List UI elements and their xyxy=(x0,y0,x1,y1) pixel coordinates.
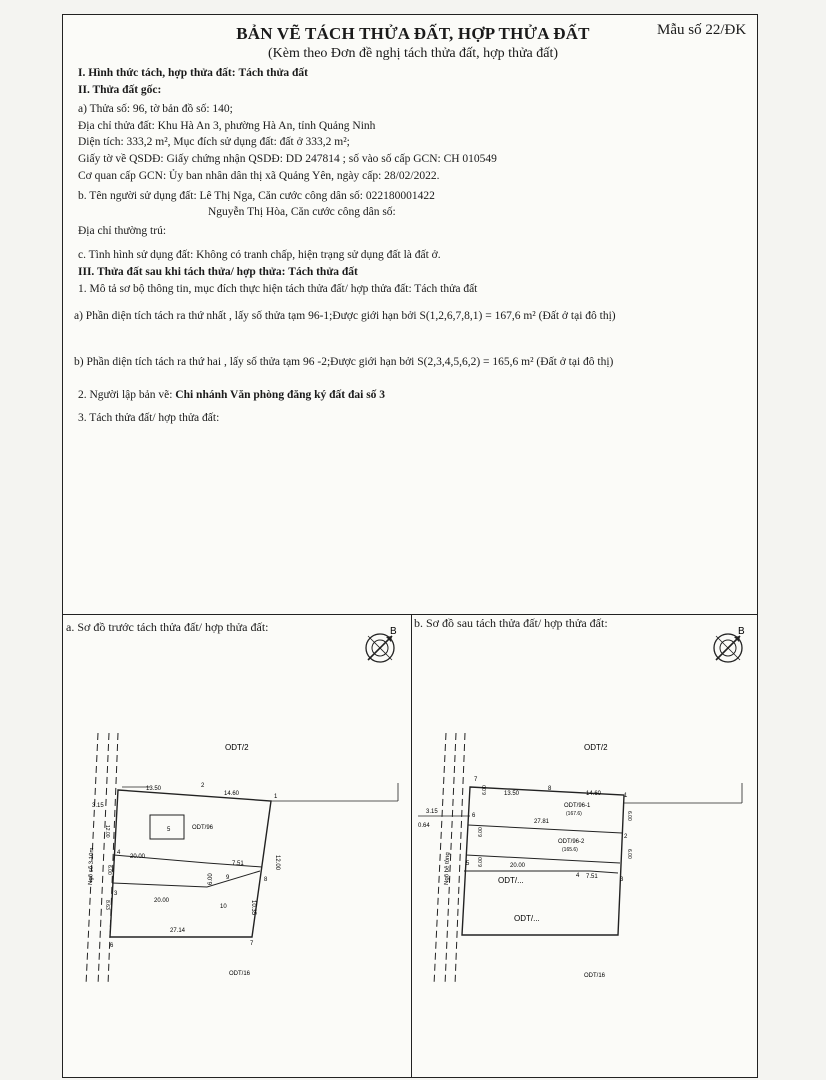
parcel-2-area: (165.6) xyxy=(562,847,578,853)
drawer-value: Chi nhánh Văn phòng đăng ký đất đai số 3 xyxy=(175,389,386,401)
point-label: 8 xyxy=(264,877,268,883)
certificate-info: Giấy tờ về QSDĐ: Giấy chứng nhận QSDĐ: DD 247814 ; số vào số cấp GCN: CH 010549 xyxy=(78,153,497,165)
document-subtitle: (Kèm theo Đơn đề nghị tách thửa đất, hợp thửa đất) xyxy=(267,46,559,61)
point-label: 6 xyxy=(472,813,476,819)
neighbor-label-2: ODT/... xyxy=(514,914,540,923)
dim: 27.81 xyxy=(534,819,550,825)
section-3-1: 1. Mô tả sơ bộ thông tin, mục đích thực hiện tách thửa đất/ hợp thửa đất: Tách thửa đất xyxy=(78,283,478,295)
dim: 10.35 xyxy=(250,900,256,916)
bottom-neighbor-label: ODT/16 xyxy=(584,973,606,979)
dim: 6.00 xyxy=(626,849,632,859)
dim: 20.00 xyxy=(510,863,526,869)
dim: 13.50 xyxy=(146,786,162,792)
dim: 8.63 xyxy=(104,900,110,910)
compass-label: B xyxy=(390,626,397,637)
dim: 12.00 xyxy=(274,855,280,871)
dim: 14.60 xyxy=(224,791,240,797)
owner-line-1 xyxy=(78,190,435,202)
part-a: a) Phần diện tích tách ra thứ nhất , lấy số thửa tạm 96-1;Được giới hạn bởi S(1,2,6,7,8,1) = 167,6 m² (Đất ở tại đô thị) xyxy=(74,310,616,322)
parcel-area: Diện tích: 333,2 m², Mục đích sử dụng đất: đất ở 333,2 m²; xyxy=(78,136,350,148)
diagram-before xyxy=(62,615,411,1075)
dim: 7.51 xyxy=(232,861,244,867)
point-label: 5 xyxy=(466,861,470,867)
point-label: 7 xyxy=(250,941,254,947)
section-3-value: Tách thửa đất xyxy=(288,266,358,278)
owner-1: Lê Thị Nga, Căn cước công dân số: 022180001422 xyxy=(199,190,435,202)
neighbor-label-1: ODT/... xyxy=(498,876,524,885)
parcel-label: ODT/96 xyxy=(192,825,214,831)
section-3 xyxy=(78,266,358,278)
dim: 6.00 xyxy=(106,865,112,875)
dim: 0.64 xyxy=(418,823,430,829)
panel-a-title: a. Sơ đồ trước tách thửa đất/ hợp thửa đất: xyxy=(66,620,269,634)
dim: 3.15 xyxy=(92,803,104,809)
point-label: 8 xyxy=(548,786,552,792)
section-1 xyxy=(78,67,308,79)
parcel-address: Địa chỉ thửa đất: Khu Hà An 3, phường Hà An, tỉnh Quảng Ninh xyxy=(78,120,376,132)
section-2: II. Thửa đất gốc: xyxy=(78,84,162,96)
land-status: c. Tình hình sử dụng đất: Không có tranh chấp, hiện trạng sử dụng đất là đất ở. xyxy=(78,249,441,261)
point-label: 3 xyxy=(114,891,118,897)
form-number: Mẫu số 22/ĐK xyxy=(657,22,747,38)
section-3-3: 3. Tách thửa đất/ hợp thửa đất: xyxy=(78,412,220,424)
dim: 7.51 xyxy=(586,874,598,880)
top-neighbor-label: ODT/2 xyxy=(584,743,608,752)
parcel-1-area: (167.6) xyxy=(566,811,582,817)
dim: 12.00 xyxy=(104,825,110,838)
point-label: 2 xyxy=(201,783,205,789)
drawer-label: 2. Người lập bản vẽ: xyxy=(78,389,173,401)
compass-label: B xyxy=(738,626,745,637)
part-b: b) Phần diện tích tách ra thứ hai , lấy số thửa tạm 96 -2;Được giới hạn bởi S(2,3,4,5,6,2) = 165,6 m² (Đất ở tại đô thị) xyxy=(74,356,614,368)
point-label: 1 xyxy=(624,793,628,799)
dim: 6.00 xyxy=(626,811,632,821)
parcel-2-label: ODT/96-2 xyxy=(558,839,585,845)
road-label: Ngõ bê tông xyxy=(444,852,452,886)
section-1-label: I. Hình thức tách, hợp thửa đất: xyxy=(78,67,236,79)
document-title: BẢN VẼ TÁCH THỬA ĐẤT, HỢP THỬA ĐẤT xyxy=(236,24,590,43)
dim: 27.14 xyxy=(170,928,186,934)
parcel-1-label: ODT/96-1 xyxy=(564,803,591,809)
dim: 13.50 xyxy=(504,791,520,797)
road-label: Ngõ số 3 10m xyxy=(88,847,96,886)
diagram-after xyxy=(412,615,758,1075)
parcel-info: a) Thửa số: 96, tờ bản đồ số: 140; xyxy=(78,103,233,115)
point-label: 1 xyxy=(274,794,278,800)
point-label: 4 xyxy=(576,873,580,879)
owner-2: Nguyễn Thị Hòa, Căn cước công dân số: xyxy=(208,206,396,218)
dim: 6.00 xyxy=(478,827,484,837)
section-3-label: III. Thửa đất sau khi tách thửa/ hợp thửa: xyxy=(78,266,286,278)
owner-label: b. Tên người sử dụng đất: xyxy=(78,190,197,202)
panel-b-title: b. Sơ đồ sau tách thửa đất/ hợp thửa đất: xyxy=(414,616,608,630)
point-label: 2 xyxy=(624,834,628,840)
dim: 20.00 xyxy=(130,854,146,860)
house-label: 5 xyxy=(167,827,171,833)
top-neighbor-label: ODT/2 xyxy=(225,743,249,752)
point-label: 4 xyxy=(117,850,121,856)
bottom-neighbor-label: ODT/16 xyxy=(229,971,251,977)
issuing-agency: Cơ quan cấp GCN: Ủy ban nhân dân thị xã Quảng Yên, ngày cấp: 28/02/2022. xyxy=(78,170,440,182)
point-label: 3 xyxy=(620,877,624,883)
dim: 6.00 xyxy=(482,785,488,795)
residence: Địa chỉ thường trú: xyxy=(78,225,167,237)
point-label: 6 xyxy=(110,943,114,949)
drawer-line xyxy=(78,389,385,401)
point-label: 10 xyxy=(220,904,227,910)
point-label: 9 xyxy=(226,875,230,881)
compass-icon xyxy=(714,626,745,662)
dim: 3.15 xyxy=(426,809,438,815)
dim: 6.00 xyxy=(208,873,214,885)
dim: 14.60 xyxy=(586,791,602,797)
section-1-value: Tách thửa đất xyxy=(238,67,308,79)
dim: 20.00 xyxy=(154,898,170,904)
dim: 6.00 xyxy=(478,857,484,867)
compass-icon xyxy=(366,626,397,662)
point-label: 7 xyxy=(474,777,478,783)
